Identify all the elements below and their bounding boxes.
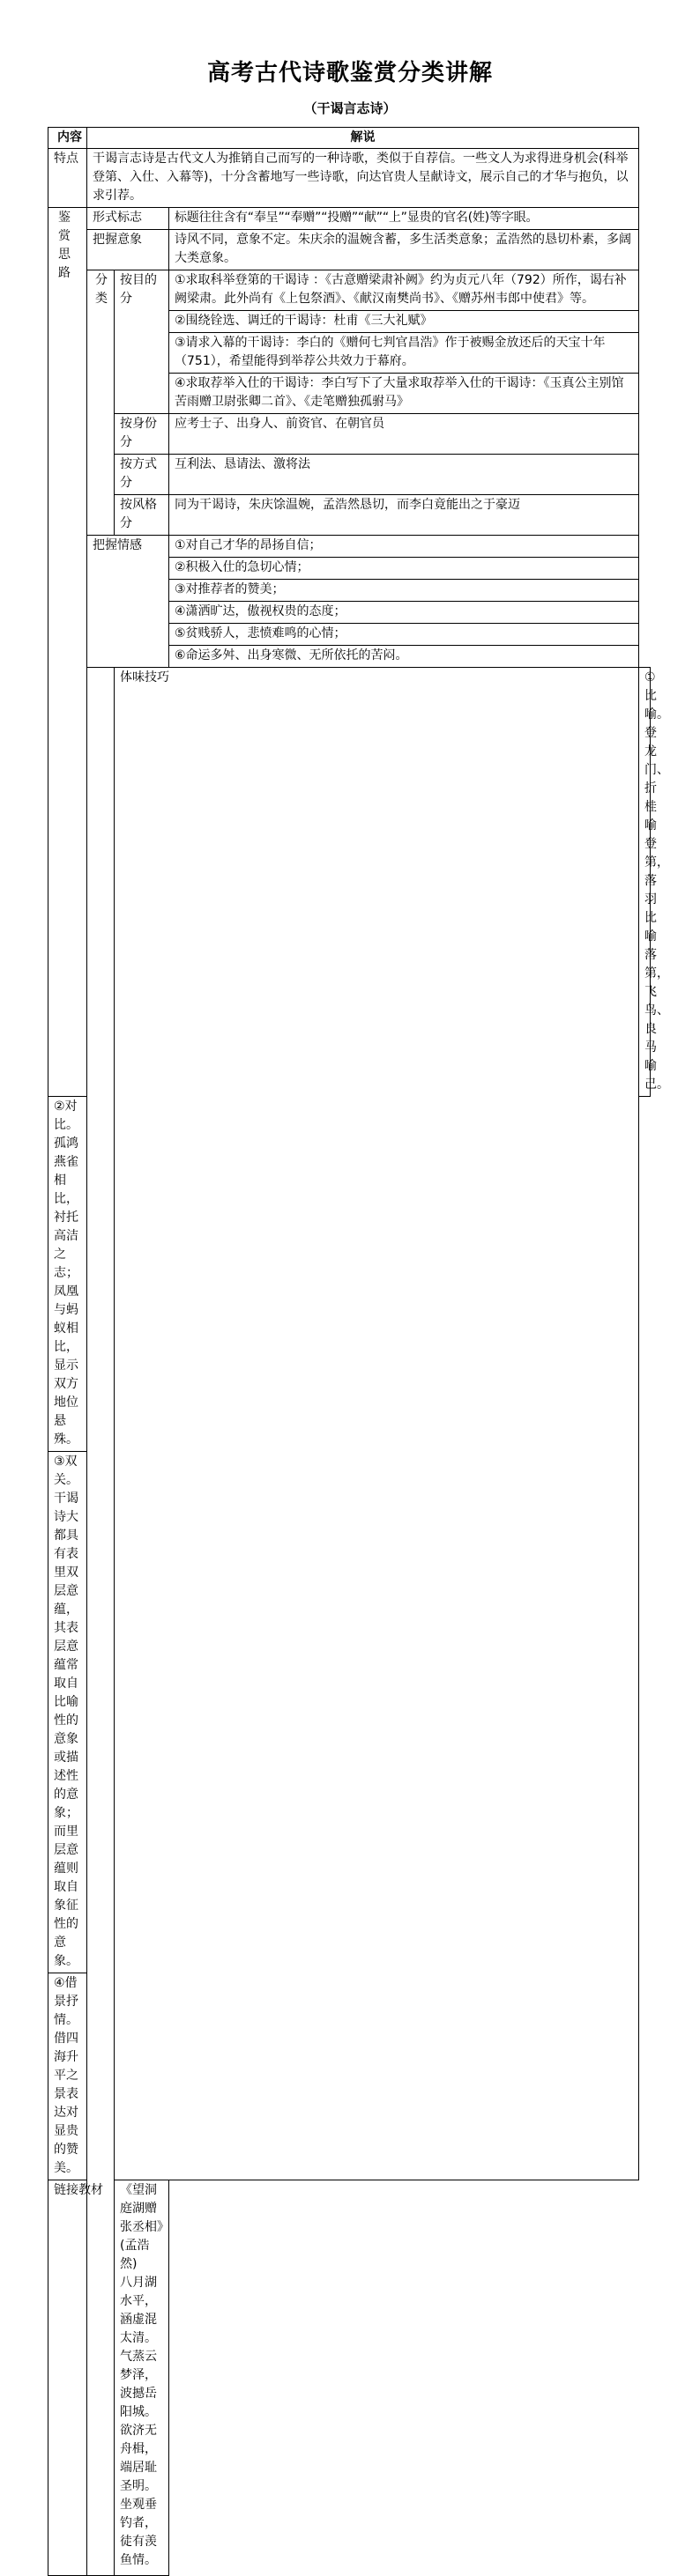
imagery-label: 把握意象 — [87, 230, 169, 270]
appreciation-label-text: 鉴赏思路 — [58, 211, 71, 280]
by-identity-label: 按身份分 — [115, 414, 169, 455]
poem-title: 《望洞庭湖赠张丞相》(孟浩然) — [120, 2183, 163, 2271]
by-purpose-label: 按目的分 — [115, 270, 169, 414]
purpose-item: ①求取科举登第的干谒诗 ：《古意赠梁肃补阙》约为贞元八年（792）所作，谒右补阙梁肃。此外尚有《上包祭酒》、《献汉南樊尚书》、《赠苏州韦郎中使君》等。 — [169, 270, 639, 311]
emotion-label: 把握情感 — [87, 536, 169, 668]
feature-row — [48, 149, 651, 208]
technique-row-1 — [48, 668, 651, 1097]
imagery-row — [48, 230, 651, 270]
identity-row — [48, 414, 651, 455]
by-style-text: 同为干谒诗，朱庆馀温婉，孟浩然恳切，而李白竟能出之于豪迈 — [169, 495, 639, 536]
classify-label — [87, 270, 115, 536]
emotion-item: ②积极入仕的急切心情； — [169, 558, 639, 580]
by-method-label: 按方式分 — [115, 455, 169, 495]
page-subtitle: （干谒言志诗） — [303, 100, 397, 116]
page-title: 高考古代诗歌鉴赏分类讲解 — [206, 60, 493, 86]
appreciation-label — [48, 208, 87, 1097]
analysis-table — [48, 127, 670, 2576]
form-row — [48, 208, 651, 230]
emotion-item: ③对推荐者的赞美； — [169, 580, 639, 602]
purpose-row-1 — [48, 270, 651, 311]
textbook-row — [48, 2180, 651, 2576]
style-row — [48, 495, 651, 536]
header-explain: 解说 — [87, 128, 639, 149]
emotion-item: ④潇洒旷达，傲视权贵的态度； — [169, 602, 639, 624]
purpose-item: ②围绕铨选、调迁的干谒诗：杜甫《三大礼赋》 — [169, 311, 639, 333]
technique-item: ①比喻。登龙门、折桂喻登第，落羽比喻落第，飞鸟、良马喻己。 — [639, 668, 651, 1097]
table-header-row — [48, 128, 651, 149]
form-text: 标题往往含有“奉呈”“奉赠”“投赠”“献”“上”显贵的官名(姓)等字眼。 — [169, 208, 639, 230]
by-method-text: 互利法、恳请法、激将法 — [169, 455, 639, 495]
imagery-text: 诗风不同，意象不定。朱庆余的温婉含蓄，多生活类意象；孟浩然的恳切朴素，多阔大类意象。 — [169, 230, 639, 270]
technique-item: ④借景抒情。借四海升平之景表达对显贵的赞美。 — [48, 1973, 87, 2180]
technique-item: ③双关。干谒诗大都具有表里双层意蕴，其表层意蕴常取自比喻性的意象或描述性的意象；而里层意蕴则取自象征性的意象。 — [48, 1452, 87, 1973]
purpose-item: ③请求入幕的干谒诗：李白的《赠何七判官昌浩》作于被赐金放还后的天宝十年（751），希望能得到举荐公共效力于幕府。 — [169, 333, 639, 374]
emotion-item: ⑤贫贱骄人，悲愤难鸣的心情； — [169, 624, 639, 646]
textbook-text — [115, 2180, 169, 2576]
method-row — [48, 455, 651, 495]
emotion-item: ⑥命运多舛、出身寒微、无所依托的苦闷。 — [169, 646, 639, 668]
poem-line-1: 八月湖水平，涵虚混太清。气蒸云梦泽，波撼岳阳城。 — [120, 2276, 157, 2419]
emotion-row-1 — [48, 536, 651, 558]
feature-label: 特点 — [48, 149, 87, 208]
purpose-item: ④求取荐举入仕的干谒诗：李白写下了大量求取荐举入仕的干谒诗：《玉真公主别馆苦雨赠卫尉张卿二首》、《走笔赠独孤驸马》 — [169, 374, 639, 414]
feature-text: 干谒言志诗是古代文人为推销自己而写的一种诗歌，类似于自荐信。一些文人为求得进身机会(科举登第、入仕、入幕等)，十分含蓄地写一些诗歌，向达官贵人呈献诗文，展示自己的才华与抱负，以求引荐。 — [87, 149, 639, 208]
technique-item: ②对比。孤鸿燕雀相比，衬托高洁之志；凤凰与蚂蚁相比，显示双方地位悬殊。 — [48, 1097, 87, 1452]
form-label: 形式标志 — [87, 208, 169, 230]
header-content: 内容 — [48, 128, 87, 149]
classify-label-text: 分类 — [95, 273, 108, 306]
poem-line-2: 欲济无舟楫，端居耻圣明。坐观垂钓者，徒有羡鱼情。 — [120, 2424, 157, 2567]
technique-label: 体味技巧 — [115, 668, 639, 2180]
by-style-label: 按风格分 — [115, 495, 169, 536]
textbook-label: 链接教材 — [48, 2180, 115, 2576]
emotion-item: ①对自己才华的昂扬自信； — [169, 536, 639, 558]
by-identity-text: 应考士子、出身人、前资官、在朝官员 — [169, 414, 639, 455]
